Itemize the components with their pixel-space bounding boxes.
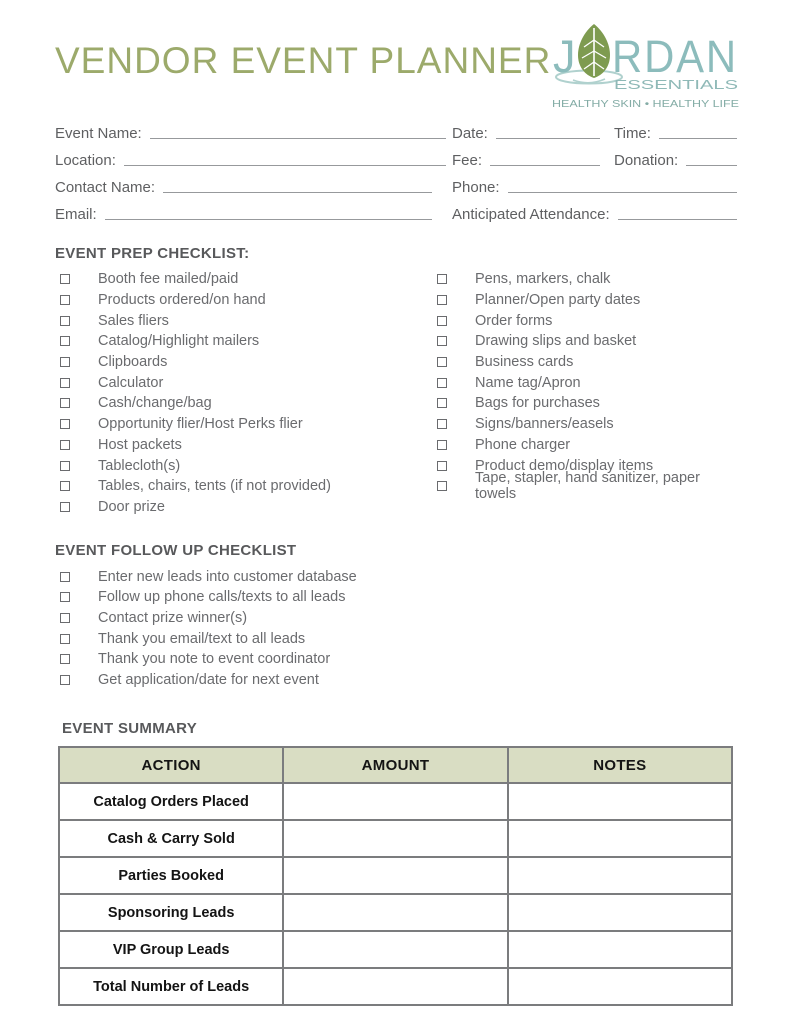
item-label: Name tag/Apron <box>475 374 581 391</box>
item-label: Planner/Open party dates <box>475 292 641 309</box>
item-label: Enter new leads into customer database <box>98 568 357 585</box>
checkbox-icon[interactable] <box>60 502 70 512</box>
checklist-item <box>55 352 432 373</box>
checklist-item <box>55 608 357 629</box>
amount-cell[interactable] <box>283 820 507 857</box>
table-row <box>59 820 732 857</box>
checklist-item <box>55 476 432 497</box>
amount-cell[interactable] <box>283 894 507 931</box>
checkbox-icon[interactable] <box>437 461 447 471</box>
logo-letter-j: J <box>553 31 576 82</box>
item-label: Products ordered/on hand <box>98 292 266 309</box>
action-cell: VIP Group Leads <box>59 931 283 968</box>
event-summary-section <box>55 720 737 1006</box>
item-label: Thank you note to event coordinator <box>98 651 331 668</box>
item-label: Follow up phone calls/texts to all leads <box>98 589 346 606</box>
page-header <box>55 22 740 110</box>
attendance-field[interactable] <box>618 218 737 220</box>
followup-checklist-title: EVENT FOLLOW UP CHECKLIST <box>55 542 297 560</box>
checkbox-icon[interactable] <box>60 419 70 429</box>
checkbox-icon[interactable] <box>437 419 447 429</box>
item-label: Sales fliers <box>98 312 169 329</box>
email-label: Email: <box>55 206 97 223</box>
followup-items <box>55 566 357 690</box>
item-label: Host packets <box>98 436 182 453</box>
checklist-item <box>432 269 737 290</box>
checkbox-icon[interactable] <box>60 675 70 685</box>
notes-cell[interactable] <box>508 968 732 1005</box>
amount-cell[interactable] <box>283 857 507 894</box>
table-row <box>59 968 732 1005</box>
event-followup-checklist <box>55 542 737 690</box>
table-row <box>59 931 732 968</box>
fee-field[interactable] <box>490 164 600 166</box>
checkbox-icon[interactable] <box>60 613 70 623</box>
event-info-form <box>55 116 737 224</box>
summary-header-row <box>59 747 732 783</box>
form-row-2 <box>55 143 737 170</box>
checkbox-icon[interactable] <box>437 336 447 346</box>
item-label: Tablecloth(s) <box>98 457 181 474</box>
event-name-label: Event Name: <box>55 125 142 142</box>
notes-cell[interactable] <box>508 783 732 820</box>
checkbox-icon[interactable] <box>437 357 447 367</box>
checkbox-icon[interactable] <box>437 378 447 388</box>
item-label: Order forms <box>475 312 553 329</box>
form-row-4 <box>55 197 737 224</box>
event-name-field[interactable] <box>150 137 446 139</box>
item-label: Business cards <box>475 354 574 371</box>
checkbox-icon[interactable] <box>437 295 447 305</box>
checklist-item <box>432 470 737 503</box>
checkbox-icon[interactable] <box>437 274 447 284</box>
checkbox-icon[interactable] <box>60 461 70 471</box>
attendance-label: Anticipated Attendance: <box>452 206 610 223</box>
date-label: Date: <box>452 125 488 142</box>
checklist-item <box>55 670 357 691</box>
notes-cell[interactable] <box>508 820 732 857</box>
action-cell: Parties Booked <box>59 857 283 894</box>
amount-column-header: AMOUNT <box>283 747 507 783</box>
table-row <box>59 894 732 931</box>
donation-field[interactable] <box>686 164 737 166</box>
checkbox-icon[interactable] <box>60 398 70 408</box>
checkbox-icon[interactable] <box>60 481 70 491</box>
item-label: Get application/date for next event <box>98 672 319 689</box>
action-column-header: ACTION <box>59 747 283 783</box>
item-label: Tape, stapler, hand sanitizer, paper towels <box>475 470 700 503</box>
amount-cell[interactable] <box>283 931 507 968</box>
item-label: Product demo/display items <box>475 457 654 474</box>
item-label: Cash/change/bag <box>98 395 212 412</box>
location-label: Location: <box>55 152 116 169</box>
checkbox-icon[interactable] <box>60 592 70 602</box>
checklist-item <box>432 393 737 414</box>
amount-cell[interactable] <box>283 783 507 820</box>
checkbox-icon[interactable] <box>60 378 70 388</box>
checkbox-icon[interactable] <box>60 357 70 367</box>
checklist-item <box>55 269 432 290</box>
event-prep-checklist <box>55 245 737 517</box>
form-row-1 <box>55 116 737 143</box>
checklist-item <box>432 310 737 331</box>
event-summary-table <box>58 746 733 1006</box>
checklist-item <box>55 649 357 670</box>
jordan-essentials-logo <box>551 22 741 115</box>
notes-column-header: NOTES <box>508 747 732 783</box>
checklist-item <box>55 497 432 518</box>
item-label: Contact prize winner(s) <box>98 609 248 626</box>
logo-letters-rdan: RDAN <box>612 31 739 82</box>
checkbox-icon[interactable] <box>437 481 447 491</box>
prep-checklist-left-column <box>55 269 432 517</box>
checklist-item <box>55 310 432 331</box>
checkbox-icon[interactable] <box>437 316 447 326</box>
fee-label: Fee: <box>452 152 483 169</box>
contact-name-field[interactable] <box>163 191 432 193</box>
checklist-item <box>432 331 737 352</box>
date-field[interactable] <box>496 137 600 139</box>
checkbox-icon[interactable] <box>437 398 447 408</box>
checklist-item <box>55 372 432 393</box>
checklist-item <box>432 352 737 373</box>
table-row <box>59 783 732 820</box>
checklist-item <box>55 587 357 608</box>
checklist-item <box>55 435 432 456</box>
checklist-item <box>55 566 357 587</box>
item-label: Thank you email/text to all leads <box>98 630 306 647</box>
notes-cell[interactable] <box>508 894 732 931</box>
item-label: Door prize <box>98 498 165 515</box>
checklist-item <box>432 372 737 393</box>
item-label: Booth fee mailed/paid <box>98 271 239 288</box>
table-row <box>59 857 732 894</box>
item-label: Opportunity flier/Host Perks flier <box>98 416 303 433</box>
checklist-item <box>55 331 432 352</box>
prep-checklist-title: EVENT PREP CHECKLIST: <box>55 245 250 262</box>
item-label: Clipboards <box>98 354 168 371</box>
checkbox-icon[interactable] <box>60 572 70 582</box>
event-summary-title: EVENT SUMMARY <box>62 720 198 738</box>
action-cell: Catalog Orders Placed <box>59 783 283 820</box>
phone-field[interactable] <box>508 191 737 193</box>
checklist-item <box>55 393 432 414</box>
checkbox-icon[interactable] <box>437 440 447 450</box>
phone-label: Phone: <box>452 179 500 196</box>
checklist-item <box>55 414 432 435</box>
item-label: Signs/banners/easels <box>475 416 614 433</box>
notes-cell[interactable] <box>508 857 732 894</box>
checklist-item <box>55 455 432 476</box>
checkbox-icon[interactable] <box>60 316 70 326</box>
amount-cell[interactable] <box>283 968 507 1005</box>
checklist-item <box>432 414 737 435</box>
checkbox-icon[interactable] <box>60 654 70 664</box>
donation-label: Donation: <box>614 152 679 169</box>
item-label: Bags for purchases <box>475 395 600 412</box>
item-label: Pens, markers, chalk <box>475 271 611 288</box>
action-cell: Cash & Carry Sold <box>59 820 283 857</box>
checkbox-icon[interactable] <box>60 274 70 284</box>
checklist-item <box>55 628 357 649</box>
item-label: Tables, chairs, tents (if not provided) <box>98 478 331 495</box>
checklist-item <box>432 435 737 456</box>
checkbox-icon[interactable] <box>60 295 70 305</box>
email-field[interactable] <box>105 218 432 220</box>
contact-name-label: Contact Name: <box>55 179 156 196</box>
time-label: Time: <box>614 125 651 142</box>
prep-checklist-right-column <box>432 269 737 517</box>
time-field[interactable] <box>659 137 737 139</box>
location-field[interactable] <box>124 164 446 166</box>
checklist-item <box>432 290 737 311</box>
leaf-icon <box>578 24 610 78</box>
checkbox-icon[interactable] <box>60 440 70 450</box>
item-label: Drawing slips and basket <box>475 333 637 350</box>
checklist-item <box>55 290 432 311</box>
logo-graphic <box>551 22 741 110</box>
checkbox-icon[interactable] <box>60 634 70 644</box>
item-label: Calculator <box>98 374 164 391</box>
notes-cell[interactable] <box>508 931 732 968</box>
action-cell: Total Number of Leads <box>59 968 283 1005</box>
logo-tagline: HEALTHY SKIN • HEALTHY LIFE <box>552 98 740 110</box>
item-label: Phone charger <box>475 436 571 453</box>
page-title: VENDOR EVENT PLANNER <box>55 40 552 81</box>
action-cell: Sponsoring Leads <box>59 894 283 931</box>
form-row-3 <box>55 170 737 197</box>
checkbox-icon[interactable] <box>60 336 70 346</box>
item-label: Catalog/Highlight mailers <box>98 333 260 350</box>
logo-subtitle: ESSENTIALS <box>614 78 739 92</box>
